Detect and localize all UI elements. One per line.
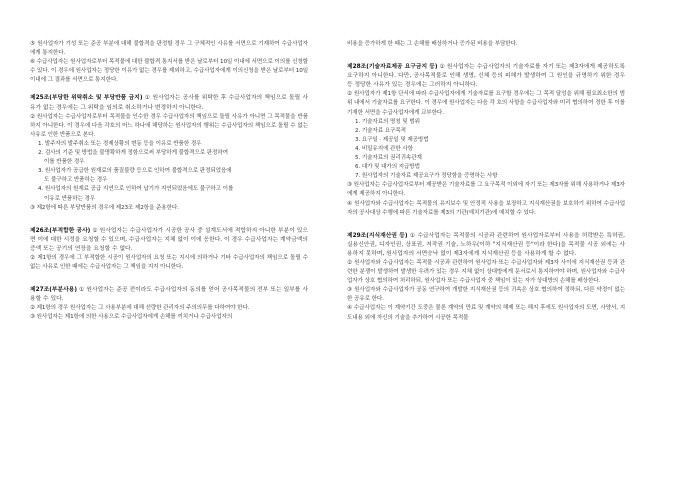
clause-24-6: ⑥ 수급사업자는 원사업자로부터 목적물에 대한 불합격 통지서를 받은 날로부터 10일 이내에 서면으로 이의를 신청할 수 있다. 이 경우에 원사업자는 정당한 이유가 없는 경우를 제외하고, 수급사업자에게 이의신청을 받은 날로부터 10일 이내에 그 결과를 서면으로 통지한다. [30, 59, 308, 84]
right-column [347, 40, 625, 323]
article-28-1: ① 원사업자는 수급사업자의 기술자료를 자기 또는 제3자에게 제공하도록 요구하지 아니한다. 다만, 공사목적물로 인해 생명, 신체 등의 피해가 발생하여 그 원인을 규명하기 위한 경우 등 정당한 사유가 있는 경우에는 그러하지 아니하다. [347, 64, 625, 89]
article-25-item-2: 2. 검사의 기준 및 방법을 불명확하게 정함으로써 부당하게 불합격으로 판정하여 [38, 150, 228, 157]
article-26-1: ① 원사업자는 수급사업자가 시공한 공사 중 설계도서에 적합하지 아니한 부분이 있으면 이에 대한 시정을 요청할 수 있으며, 수급사업자는 지체 없이 이에 응한다. 이 경우 수급사업자는 계약금액의 증액 또는 공기의 연장을 요청할 수 없다. [30, 227, 308, 252]
article-27-3-cont: 비용을 증가하게 한 때는 그 손해를 배상하거나 증가된 비용을 부담한다. [347, 41, 518, 47]
clause-24-5: ⑤ 원사업자가 기성 또는 준공 부분에 대해 불합격을 판정할 경우 그 구체적인 사유를 서면으로 기재하여 수급사업자에게 통지한다. [30, 41, 308, 57]
article-25-item-4: 4. 원사업자의 원재료 공급 지연으로 인하여 납기가 지연되었음에도 불구하고 이를 [38, 186, 234, 193]
article-26-title: 제26조(부적합한 공사) [30, 227, 91, 234]
article-28-4: ④ 원사업자와 수급사업자는 목적물의 유지보수 및 안정적 사용을 보장하고 지식재산권을 보호하기 위하여 수급사업자의 공사대상 수행에 따른 기술자료를 제3의 기관(예치기관)에 예치할 수 있다. [347, 200, 625, 216]
article-28-item-4: 4. 비밀유지에 관한 사항 [355, 145, 413, 152]
article-29-title: 제29조(지식재산권 등) [347, 232, 408, 239]
article-27-2: ② 제1항의 경우 원사업자는 그 사용부분에 대해 선량한 관리자의 주의의무를 다하여야 한다. [30, 305, 250, 312]
article-28-3: ③ 원사업자는 수급사업자로부터 제공받은 기술자료를 그 요구목적 이외에 자기 또는 제3자를 위해 사용하거나 제3자에게 제공하지 아니한다. [347, 182, 625, 198]
article-28-item-1: 1. 기술자료의 명칭 및 범위 [355, 118, 420, 125]
article-28-item-2: 2. 기술자료 요구목적 [355, 127, 406, 134]
article-28-item-3: 3. 요구일 · 제공일 및 제공방법 [355, 136, 429, 143]
article-25-item-1: 1. 발주자의 발주취소 또는 경제상황의 변동 등을 이유로 반품한 경우 [38, 140, 202, 147]
article-28 [347, 63, 625, 90]
article-28-item-7: 7. 원사업자의 기술자료 제공요구가 정당함을 증명하는 사항 [355, 173, 498, 180]
article-29-1: ① 수급사업자는 목적물의 시공과 관련하여 원사업자로부터 사용을 허락받은 특허권, 실용신안권, 디자인권, 상표권, 저작권 기술, 노하우(이하 "지식재산권 등"이라 한다)을 목적물 시공 외에는 사용하지 못하며, 원사업자의 서면승낙 없이 제3자에게 지식재산권 등을 사용하게 할 수 없다. [347, 232, 625, 257]
article-25 [30, 94, 308, 112]
article-25-item-3: 3. 원사업자가 공급한 원재료의 품질불량 등으로 인하여 불합격으로 판정되었음에 [38, 168, 232, 175]
article-28-item-6: 6. 대가 및 대가의 지급방법 [355, 164, 420, 171]
left-column [30, 40, 308, 323]
article-26 [30, 227, 308, 254]
article-28-item-5: 5. 기술자료의 권리귀속관계 [355, 155, 422, 162]
article-29-3: ③ 원사업자와 수급사업자가 공동 연구하여 개발한 지식재산권 등의 귀속은 상호 협의하여 정하되, 다른 약정이 없는 한 공유로 한다. [347, 287, 625, 303]
article-29-2: ② 원사업자와 수급사업자는 목적물 시공과 관련하여 원사업자 또는 수급사업자와 제3자 사이에 지식재산권 등과 관련한 분쟁이 발생하여 발생한 우려가 있는 경우 지체 없이 상대방에게 문서로서 통지하여야 하며, 원사업자와 수급사업자가 상호 협의하여 처리하되, 원사업자 또는 수급사업자 중 책임이 있는 자가 상대방의 손해를 배상한다. [347, 259, 625, 285]
article-25-item-2-cont: 이를 반품한 경우 [44, 159, 85, 166]
article-27-3: ③ 원사업자는 제1항에 의한 사용으로 수급사업자에게 손해를 끼치거나 수급사업자의 [30, 314, 233, 321]
article-25-1: ① 원사업자는 공사를 위탁한 후 수급사업자의 책임으로 돌릴 사유가 없는 경우에는 그 위탁을 임의로 취소하거나 변경하지 아니한다. [30, 95, 308, 111]
article-25-item-4-cont: 이유로 반품하는 경우 [44, 195, 96, 202]
article-28-2: ② 원사업자가 제1항 단서에 따라 수급사업자에게 기술자료를 요구할 경우에는 그 목적 달성을 위해 필요최소한의 범위 내에서 기술자료를 요구한다. 이 경우에 원사업자는 다음 각 호의 사항을 수급사업자와 미리 협의하여 정한 후 이를 기재한 서면을 수급사업자에게 교부한다. [347, 91, 625, 116]
article-27-1: ① 원사업자는 준공 전이라도 수급사업자의 동의를 얻어 공사목적물의 전부 또는 일부를 사용할 수 있다. [30, 287, 308, 303]
article-26-2: ② 제1항의 경우에 그 부적합한 시공이 원사업자의 요청 또는 지시에 의하거나 기타 수급사업자의 책임으로 돌릴 수 없는 사유로 인한 때에는 수급사업자는 그 책임을 지지 아니한다. [30, 254, 308, 271]
article-25-item-3-cont: 도 불구하고 반품하는 경우 [44, 177, 108, 184]
article-29 [347, 232, 625, 259]
article-29-4: ④ 수급사업자는 이 계약기간 도중은 물론 계약의 만료 및 계약의 해제 또는 해지 후에도 원사업자의 도면, 사양서, 지도내용 외에 자신의 기술을 추가하여 시공한 목적물 [347, 305, 625, 321]
article-27-title: 제27조(부분사용) [30, 287, 77, 294]
article-25-3: ③ 제2항에 따른 부당반품의 경우에 제23조 제2항을 준용한다. [30, 204, 179, 211]
article-25-2: ② 원사업자는 수급사업자로부터 목적물을 인수한 경우 수급사업자의 책임으로 돌릴 사유가 아니면 그 목적물을 반품하지 아니한다. 이 경우에 다음 각호의 어느 하나에 해당하는 원사업자의 행위는 수급사업자의 책임으로 돌릴 수 없는 사유로 인한 반품으로 본다. [30, 113, 308, 138]
article-28-title: 제28조(기술자료제공 요구금지 등) [347, 64, 438, 71]
article-25-title: 제25조(부당한 위탁취소 및 부당반품 금지) [30, 95, 143, 102]
article-27 [30, 286, 308, 304]
